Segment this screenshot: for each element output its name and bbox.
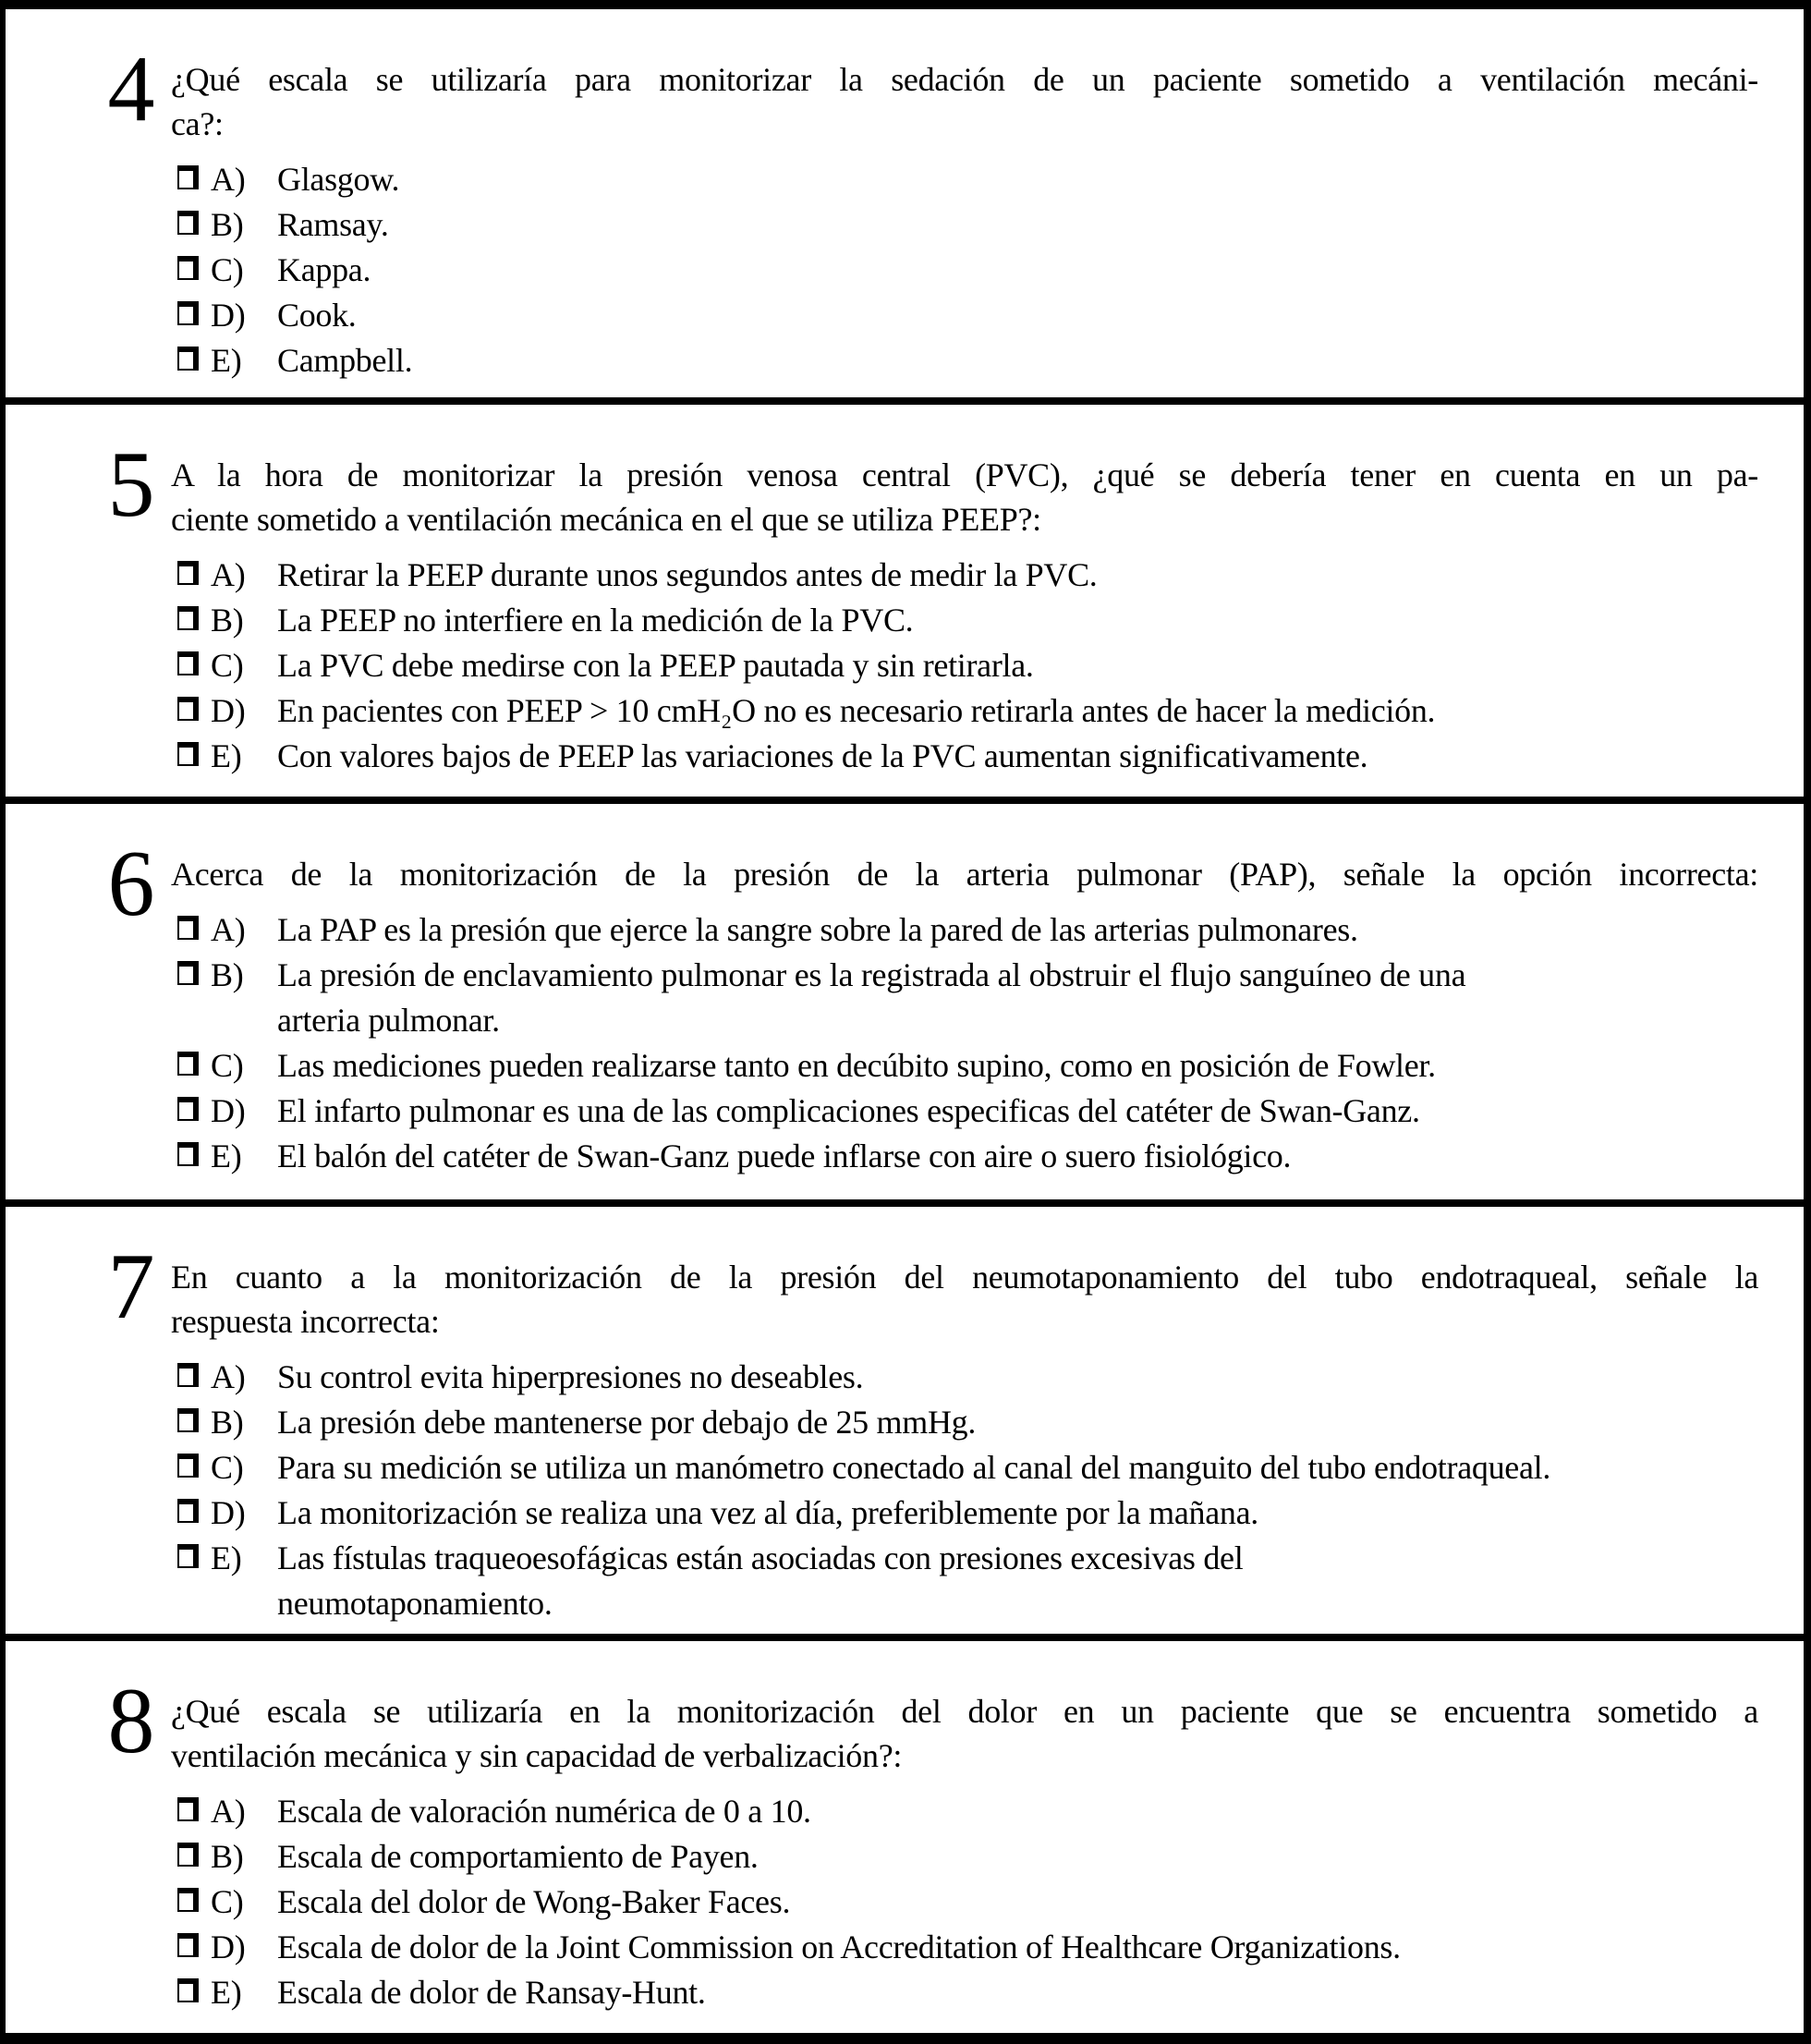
question-text-line: A la hora de monitorizar la presión venosa central (PVC), ¿qué se debería tener en cuenta en un pa- (171, 456, 1758, 493)
option-letter: E) (211, 1539, 242, 1576)
checkbox-icon[interactable] (177, 697, 199, 721)
answer-option (177, 1445, 1770, 1490)
options-list (171, 553, 1770, 779)
option-text (277, 598, 913, 643)
option-letter: C) (211, 647, 244, 684)
option-text-line: Ramsay. (277, 206, 389, 243)
question-text-line: respuesta incorrecta: (171, 1303, 440, 1340)
answer-option (177, 1789, 1770, 1834)
options-list (171, 1789, 1770, 2015)
checkbox-icon[interactable] (177, 1499, 199, 1523)
question-number: 7 (107, 1235, 155, 1339)
option-text-line: Retirar la PEEP durante unos segundos antes de medir la PVC. (277, 556, 1098, 593)
option-text-line: La monitorización se realiza una vez al día, preferiblemente por la mañana. (277, 1494, 1258, 1531)
answer-option (177, 338, 1770, 383)
option-text (277, 157, 399, 202)
question-number: 6 (107, 832, 155, 936)
question-text (171, 1689, 1758, 1778)
option-letter: A) (211, 556, 246, 593)
option-text-line: La PEEP no interfiere en la medición de la PVC. (277, 602, 914, 639)
option-letter: D) (211, 1494, 246, 1531)
option-text-line: arteria pulmonar. (277, 1002, 500, 1039)
answer-option (177, 1134, 1770, 1179)
option-text (277, 1134, 1291, 1179)
answer-option (177, 1834, 1770, 1880)
option-text-line: Escala del dolor de Wong-Baker Faces. (277, 1883, 791, 1920)
option-text (277, 1925, 1401, 1970)
question-number: 8 (107, 1669, 155, 1773)
checkbox-icon[interactable] (177, 606, 199, 630)
checkbox-icon[interactable] (177, 1978, 199, 2002)
answer-option (177, 643, 1770, 688)
checkbox-icon[interactable] (177, 1933, 199, 1957)
option-text-line: El balón del catéter de Swan-Ganz puede inflarse con aire o suero fisiológico. (277, 1138, 1292, 1174)
checkbox-icon[interactable] (177, 347, 199, 371)
question-text (171, 852, 1758, 896)
option-text-line: neumotaponamiento. (277, 1585, 553, 1622)
answer-option (177, 1043, 1770, 1089)
option-text (277, 688, 1435, 734)
answer-option (177, 1490, 1770, 1536)
answer-option (177, 553, 1770, 598)
option-text-line: El infarto pulmonar es una de las complicaciones especificas del catéter de Swan-Ganz. (277, 1092, 1420, 1129)
answer-option (177, 688, 1770, 734)
option-text (277, 1834, 759, 1880)
question-text-line: ventilación mecánica y sin capacidad de verbalización?: (171, 1737, 903, 1774)
checkbox-icon[interactable] (177, 1797, 199, 1821)
question-text (171, 1255, 1758, 1344)
option-letter: E) (211, 737, 242, 774)
answer-option (177, 293, 1770, 338)
checkbox-icon[interactable] (177, 1408, 199, 1432)
question-text-line: Acerca de la monitorización de la presión de la arteria pulmonar (PAP), señale la opción incorrecta: (171, 856, 1758, 893)
option-text (277, 248, 371, 293)
option-text (277, 1089, 1420, 1134)
option-letter: B) (211, 956, 244, 993)
answer-option (177, 1355, 1770, 1400)
option-text-line: Escala de dolor de Ransay-Hunt. (277, 1974, 706, 2011)
option-text-line: La presión debe mantenerse por debajo de 25 mmHg. (277, 1404, 977, 1441)
option-text-line: Con valores bajos de PEEP las variaciones de la PVC aumentan significativamente. (277, 737, 1368, 774)
option-letter: B) (211, 206, 244, 243)
checkbox-icon[interactable] (177, 651, 199, 675)
question-text (171, 57, 1758, 146)
option-letter: A) (211, 1793, 246, 1830)
checkbox-icon[interactable] (177, 211, 199, 235)
checkbox-icon[interactable] (177, 165, 199, 189)
option-text-line: Las mediciones pueden realizarse tanto en decúbito supino, como en posición de Fowler. (277, 1047, 1436, 1084)
question-text-line: ca?: (171, 105, 224, 142)
option-text-line: Kappa. (277, 251, 371, 288)
option-text (277, 734, 1367, 779)
option-text-line: La PAP es la presión que ejerce la sangre sobre la pared de las arterias pulmonares. (277, 911, 1358, 948)
option-text-line: Escala de comportamiento de Payen. (277, 1838, 759, 1875)
option-letter: C) (211, 251, 244, 288)
checkbox-icon[interactable] (177, 1888, 199, 1912)
question-text-line: ¿Qué escala se utilizaría para monitorizar la sedación de un paciente sometido a ventilación mecáni- (171, 61, 1758, 98)
option-letter: E) (211, 1974, 242, 2011)
question-number: 5 (107, 432, 155, 537)
option-text-line: Su control evita hiperpresiones no deseables. (277, 1358, 864, 1395)
option-text-line: Cook. (277, 297, 357, 334)
option-letter: D) (211, 692, 246, 729)
option-text (277, 907, 1358, 953)
option-text-line: Escala de valoración numérica de 0 a 10. (277, 1793, 811, 1830)
option-letter: C) (211, 1449, 244, 1486)
option-text-line: Las fístulas traqueoesofágicas están asociadas con presiones excesivas del (277, 1539, 1244, 1576)
option-text-line: Para su medición se utiliza un manómetro conectado al canal del manguito del tubo endotraqueal. (277, 1449, 1551, 1486)
option-text (277, 1445, 1550, 1490)
checkbox-icon[interactable] (177, 301, 199, 325)
question-block (6, 9, 1804, 397)
question-text-line: En cuanto a la monitorización de la presión del neumotaponamiento del tubo endotraqueal, señale la (171, 1259, 1758, 1296)
answer-option (177, 202, 1770, 248)
options-list (171, 1355, 1770, 1626)
option-text (277, 1043, 1436, 1089)
checkbox-icon[interactable] (177, 916, 199, 940)
checkbox-icon[interactable] (177, 561, 199, 585)
question-number: 4 (107, 37, 155, 141)
option-letter: A) (211, 1358, 246, 1395)
answer-option (177, 598, 1770, 643)
answer-option (177, 1970, 1770, 2015)
options-list (171, 157, 1770, 383)
checkbox-icon[interactable] (177, 1843, 199, 1867)
answer-option (177, 907, 1770, 953)
question-text (171, 453, 1758, 541)
question-text-line: ¿Qué escala se utilizaría en la monitorización del dolor en un paciente que se encuentra sometido a (171, 1693, 1758, 1730)
option-text (277, 1400, 976, 1445)
option-text-line: La presión de enclavamiento pulmonar es la registrada al obstruir el flujo sanguíneo de una (277, 956, 1466, 993)
answer-option (177, 953, 1770, 1043)
option-letter: C) (211, 1883, 244, 1920)
option-text (277, 553, 1098, 598)
checkbox-icon[interactable] (177, 1363, 199, 1387)
option-letter: A) (211, 911, 246, 948)
option-text-line: En pacientes con PEEP > 10 cmH₂O no es necesario retirarla antes de hacer la medición. (277, 692, 1436, 729)
option-letter: D) (211, 1092, 246, 1129)
option-text (277, 1536, 1243, 1626)
answer-option (177, 1925, 1770, 1970)
option-text (277, 1880, 790, 1925)
question-block (6, 797, 1804, 1199)
checkbox-icon[interactable] (177, 1454, 199, 1478)
answer-option (177, 1536, 1770, 1626)
option-letter: D) (211, 297, 246, 334)
question-text-line: ciente sometido a ventilación mecánica en el que se utiliza PEEP?: (171, 501, 1041, 538)
option-letter: E) (211, 342, 242, 379)
answer-option (177, 1880, 1770, 1925)
option-text (277, 1970, 706, 2015)
option-text (277, 1490, 1258, 1536)
option-letter: B) (211, 602, 244, 639)
answer-option (177, 1089, 1770, 1134)
option-letter: B) (211, 1404, 244, 1441)
option-letter: C) (211, 1047, 244, 1084)
option-text (277, 953, 1465, 1043)
answer-option (177, 157, 1770, 202)
checkbox-icon[interactable] (177, 256, 199, 280)
checkbox-icon[interactable] (177, 1544, 199, 1568)
option-text (277, 643, 1034, 688)
option-text (277, 1355, 863, 1400)
option-letter: E) (211, 1138, 242, 1174)
option-text-line: Glasgow. (277, 161, 400, 198)
checkbox-icon[interactable] (177, 742, 199, 766)
answer-option (177, 1400, 1770, 1445)
checkbox-icon[interactable] (177, 1052, 199, 1076)
question-block (6, 1199, 1804, 1634)
question-block (6, 1634, 1804, 2033)
checkbox-icon[interactable] (177, 1097, 199, 1121)
option-letter: B) (211, 1838, 244, 1875)
option-text-line: Campbell. (277, 342, 413, 379)
option-text (277, 202, 389, 248)
question-block (6, 397, 1804, 797)
option-text (277, 338, 412, 383)
option-text-line: Escala de dolor de la Joint Commission on Accreditation of Healthcare Organizations. (277, 1928, 1401, 1965)
option-text (277, 293, 357, 338)
options-list (171, 907, 1770, 1179)
option-letter: D) (211, 1928, 246, 1965)
answer-option (177, 248, 1770, 293)
answer-option (177, 734, 1770, 779)
checkbox-icon[interactable] (177, 1142, 199, 1166)
option-letter: A) (211, 161, 246, 198)
option-text (277, 1789, 811, 1834)
checkbox-icon[interactable] (177, 961, 199, 985)
option-text-line: La PVC debe medirse con la PEEP pautada y sin retirarla. (277, 647, 1034, 684)
